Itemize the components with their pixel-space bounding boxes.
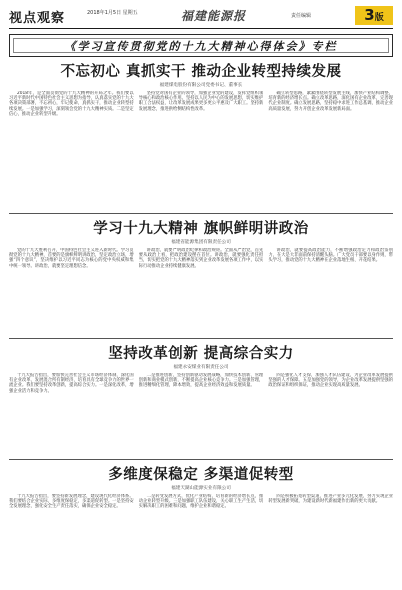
article-column: 二是转变发展方式，优化产业结构，培育新的经济增长点，推动企业转型升级。三是加强职工队伍建设，关心职工生产生活，切实解决职工的困难和问题，维护企业和谐稳定。 (138, 494, 264, 510)
column-banner (9, 34, 393, 57)
article-column: 十九大报告指出，要坚持新发展理念，建设现代化经济体系。我们要结合企业实际，多维度保稳定，多渠道促转型。一是坚持安全发展理念，强化安全生产责任落实，确保企业安全稳定。 (9, 494, 134, 510)
article-column: 确立转型思路，紧紧围绕转型发展主线，加快产业结构调整，培育新的经济增长点。确立改革思路，深化国有企业改革，完善现代企业制度。确立发展思路，坚持稳中求进工作总基调，推动企业高质量发展，努力开创企业改革发展新局面。 (268, 91, 394, 112)
article-body (9, 494, 393, 590)
article-column: 2018年，是全面贯彻党的十九大精神的开局之年。我们要以习近平新时代中国特色社会主义思想为指导，认真落实党的十九大各项决策部署，不忘初心，牢记使命，真抓实干，推动企业转型持续发展。一是加强学习，深刻领会党的十九大精神实质。二是坚定信心，推动企业转型升级。 (9, 91, 134, 117)
article-headline: 不忘初心 真抓实干 推动企业转型持续发展 (60, 63, 342, 80)
article-column: 党的十九大胜利召开，中国特色社会主义进入新时代。学习贯彻党的十九大精神，首要的是旗帜鲜明讲政治，坚定政治立场，增强“四个意识”，坚决维护以习近平同志为核心的党中央权威和集中统一领导。讲政治，就要坚定理想信念。 (9, 248, 134, 269)
issue-date: 2018年1月5日 星期五 (87, 10, 138, 16)
masthead (9, 6, 393, 29)
article-body (9, 248, 393, 334)
editor-credit: 责任编辑 (291, 13, 312, 19)
article-byline: 福建省能源集团有限责任公司 (171, 240, 231, 245)
article-1 (9, 63, 393, 214)
article-body (9, 91, 393, 209)
article-3 (9, 345, 393, 460)
article-headline: 坚持改革创新 提高综合实力 (108, 345, 294, 362)
article-column: 讲政治，就要提高政治能力，不断增强政治定力和政治鉴别力，在大是大非面前保持清醒头脑。广大党员干部要以身作则，带头学习，推动党的十九大精神在企业落地生根、开花结果。 (268, 248, 394, 264)
article-headline: 多维度保稳定 多渠道促转型 (108, 466, 294, 483)
article-4 (9, 466, 393, 590)
divider (9, 338, 393, 339)
divider (9, 459, 393, 460)
article-headline: 学习十九大精神 旗帜鲜明讲政治 (93, 220, 309, 237)
article-2 (9, 220, 393, 339)
page-number: 3 (364, 6, 375, 24)
article-column: 坚持党对国有企业的领导，加强企业党的建设，发挥党组织领导核心和政治核心作用。坚持以人民为中心的发展思想，切实维护职工合法权益，让改革发展成果更多更公平惠及广大职工。坚持新发展理念，推进供给侧结构性改革。 (138, 91, 264, 112)
article-column: 讲政治，就要严明政治纪律和政治规矩。全面从严治党，首先要从政治上看，把政治建设摆在首位。讲政治，就要强化责任担当，切实把党的十九大精神落实到企业改革发展各项工作中，以实际行动推动企业持续健康发展。 (138, 248, 264, 269)
article-column: 四是积极拓宽转型渠道，推进产业多元化发展，努力实现企业转型发展新突破，为建设新时代新福建作出新的更大贡献。 (268, 494, 394, 505)
newspaper-logo: 福建能源报 (181, 9, 247, 23)
article-column: 四是强化人才支撑，加强人才队伍建设，为企业改革发展提供坚强的人才保障。五是加强党的领导，为企业改革发展提供坚强的政治保证和组织保证，推动企业实现高质量发展。 (268, 373, 394, 389)
article-byline: 福建天湖山能源实业有限公司 (171, 486, 231, 491)
page-number-badge (355, 6, 393, 25)
section-title: 视点观察 (9, 11, 66, 26)
article-column: 十九大报告指出，要加快完善社会主义市场经济体制，深化国有企业改革，发展混合所有制经济，培育具有全球竞争力的世界一流企业。我们要坚持改革创新，提高综合实力。一是深化改革，增强企业活力和竞争力。 (9, 373, 134, 394)
article-body (9, 373, 393, 455)
article-byline: 福建永安煤业有限责任公司 (173, 365, 229, 370)
page-label: 版 (374, 13, 384, 23)
banner-title: 《学习宣传贯彻党的十九大精神心得体会》专栏 (64, 39, 338, 53)
divider (9, 213, 393, 214)
article-byline: 福建煤电股份有限公司党委书记、董事长 (159, 83, 243, 88)
article-column: 二是推进创新，坚持创新驱动发展战略，加快技术创新、管理创新和商业模式创新，不断提高企业核心竞争力。三是加强管理，推进精细化管理，降本增效，提高企业经济效益和发展质量。 (138, 373, 264, 389)
